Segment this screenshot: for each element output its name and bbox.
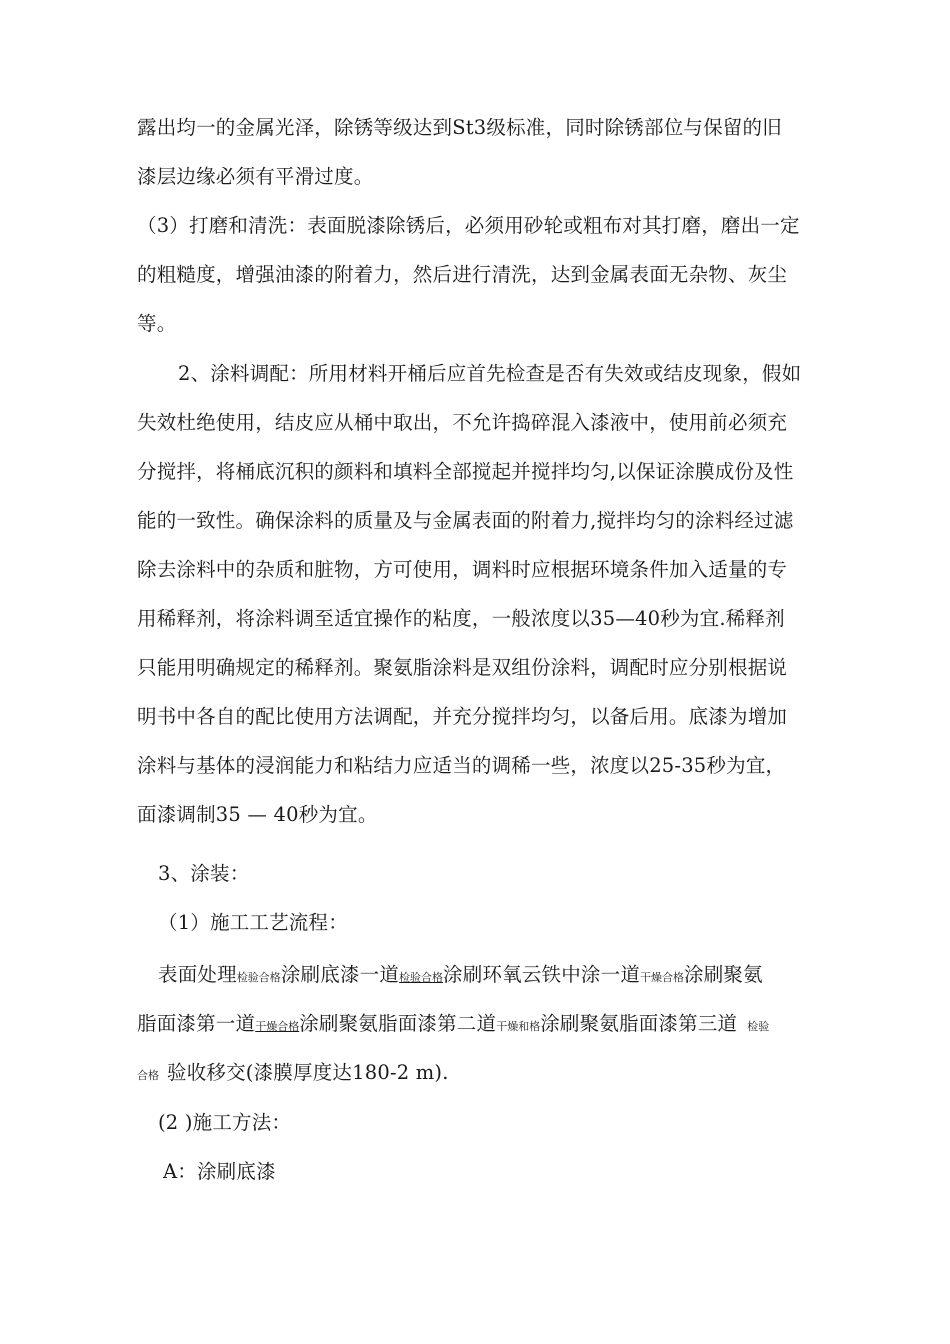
flow-check: 检验合格 — [399, 971, 444, 984]
flow-check: 干燥和格 — [496, 1020, 541, 1033]
flow-step: 涂刷底漆一道 — [280, 963, 400, 986]
paragraph-line: 明书中各自的配比使用方法调配，并充分搅拌均匀，以备后用。底漆为增加 — [137, 705, 788, 728]
flow-line-1 — [158, 961, 763, 992]
paragraph-line: 分搅拌，将桶底沉积的颜料和填料全部搅起并搅拌均匀,以保证涂膜成份及性 — [137, 460, 794, 483]
paragraph-line: 涂料与基体的浸润能力和粘结力应适当的调稀一些，浓度以25-35秒为宜， — [137, 754, 786, 777]
flow-step: 验收移交(漆膜厚度达180-2 m). — [167, 1061, 449, 1084]
paragraph-line: 的粗糙度，增强油漆的附着力，然后进行清洗，达到金属表面无杂物、灰尘 — [137, 263, 788, 286]
flow-step: 涂刷环氧云铁中涂一道 — [443, 963, 641, 986]
section-heading: 3、涂装： — [158, 862, 250, 885]
flow-check: 干燥合格 — [255, 1020, 300, 1033]
flow-check: 干燥合格 — [640, 971, 685, 984]
flow-line-2 — [137, 1010, 769, 1041]
paragraph-line: 2、涂料调配：所用材料开桶后应首先检查是否有失效或结皮现象，假如 — [178, 362, 802, 385]
paragraph-line: 面漆调制35 — 40秒为宜。 — [137, 803, 378, 826]
flow-step: 表面处理 — [158, 963, 237, 986]
subsection-heading: （1）施工工艺流程： — [158, 911, 348, 934]
flow-step: 脂面漆第一道 — [137, 1012, 256, 1035]
paragraph-line: 除去涂料中的杂质和脏物，方可使用，调料时应根据环境条件加入适量的专 — [137, 558, 788, 581]
paragraph-line: 只能用明确规定的稀释剂。聚氨脂涂料是双组份涂料，调配时应分别根据说 — [137, 656, 788, 679]
subsection-heading: (2 )施工方法： — [158, 1111, 292, 1134]
paragraph-line: 露出均一的金属光泽，除锈等级达到St3级标准，同时除锈部位与保留的旧 — [137, 116, 782, 139]
paragraph-line: 能的一致性。确保涂料的质量及与金属表面的附着力,搅拌均匀的涂料经过滤 — [137, 509, 794, 532]
paragraph-line: （3）打磨和清洗：表面脱漆除锈后，必须用砂轮或粗布对其打磨，磨出一定 — [137, 214, 800, 237]
paragraph-line: 失效杜绝使用，结皮应从桶中取出，不允许捣碎混入漆液中，使用前必须充 — [137, 411, 788, 434]
flow-step: 涂刷聚氨 — [684, 963, 763, 986]
item-heading: A：涂刷底漆 — [163, 1160, 276, 1183]
flow-check: 检验 — [747, 1020, 770, 1033]
paragraph-line: 用稀释剂，将涂料调至适宜操作的粘度，一般浓度以35—40秒为宜.稀释剂 — [137, 607, 785, 630]
paragraph-line: 漆层边缘必须有平滑过度。 — [137, 165, 374, 188]
flow-line-3 — [137, 1059, 449, 1090]
flow-check: 检验合格 — [236, 971, 281, 984]
flow-step: 涂刷聚氨脂面漆第三道 — [540, 1012, 738, 1035]
paragraph-line: 等。 — [137, 312, 177, 335]
flow-check: 合格 — [137, 1069, 159, 1082]
flow-step: 涂刷聚氨脂面漆第二道 — [299, 1012, 497, 1035]
